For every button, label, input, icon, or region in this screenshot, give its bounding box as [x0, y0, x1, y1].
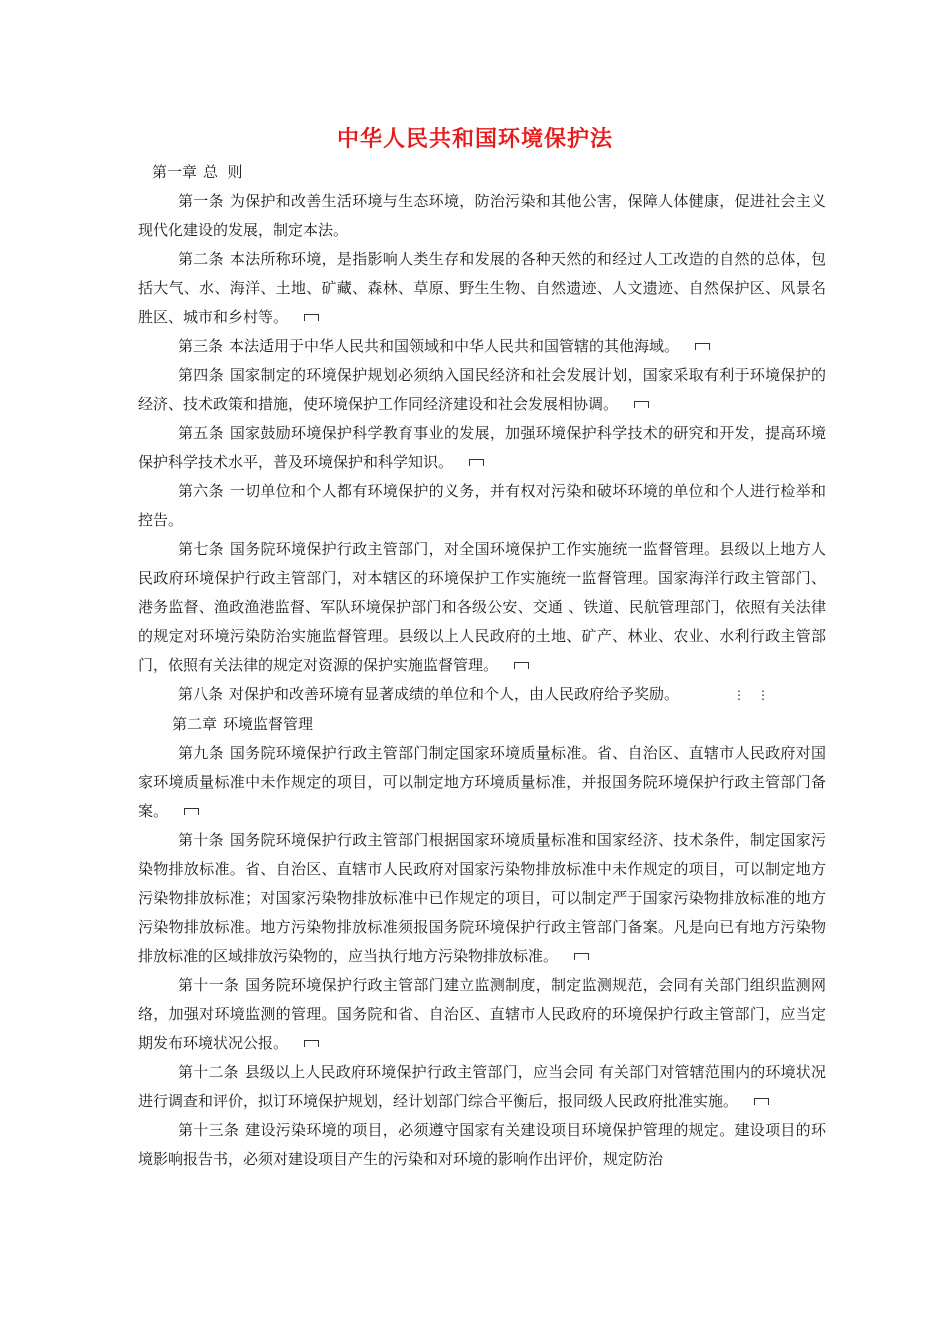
article-number: 第十三条	[178, 1121, 240, 1139]
article-8	[138, 680, 826, 710]
paragraph-mark-icon	[754, 1098, 769, 1105]
article-4	[138, 361, 826, 419]
article-text: 为保护和改善生活环境与生态环境，防治污染和其他公害，保障人体健康，促进社会主义现代化建设的发展，制定本法。	[138, 192, 826, 239]
chapter-heading-2	[138, 710, 826, 739]
article-6	[138, 477, 826, 535]
article-number: 第一条	[178, 192, 224, 210]
article-text: 国务院环境保护行政主管部门根据国家环境质量标准和国家经济、技术条件，制定国家污染物排放标准。省、自治区、直辖市人民政府对国家污染物排放标准中未作规定的项目，可以制定地方污染物排放标准；对国家污染物排放标准中已作规定的项目，可以制定严于国家污染物排放标准的地方污染物排放标准。地方污染物排放标准须报国务院环境保护行政主管部门备案。凡是向已有地方污染物排放标准的区域排放污染物的，应当执行地方污染物排放标准。	[138, 831, 826, 965]
article-12	[138, 1058, 826, 1116]
article-text: 一切单位和个人都有环境保护的义务，并有权对污染和破坏环境的单位和个人进行检举和控告。	[138, 482, 826, 529]
article-text: 建设污染环境的项目，必须遵守国家有关建设项目环境保护管理的规定。建设项目的环境影响报告书，必须对建设项目产生的污染和对环境的影响作出评价，规定防治	[138, 1121, 826, 1168]
article-number: 第十二条	[178, 1063, 239, 1081]
article-number: 第三条	[178, 337, 224, 355]
chapter-number: 第一章	[152, 163, 198, 181]
chapter-number: 第二章	[172, 715, 218, 733]
paragraph-mark-icon	[184, 808, 199, 815]
article-number: 第四条	[178, 366, 224, 384]
article-7	[138, 535, 826, 680]
paragraph-mark-icon	[514, 662, 529, 669]
chapter-heading-1	[138, 158, 826, 187]
article-13	[138, 1116, 826, 1174]
paragraph-mark-icon	[634, 401, 649, 408]
article-9	[138, 739, 826, 826]
article-text: 对保护和改善环境有显著成绩的单位和个人，由人民政府给予奖励。	[229, 685, 680, 703]
document-title: 中华人民共和国环境保护法	[336, 126, 613, 152]
article-3	[138, 332, 826, 361]
article-text: 国家制定的环境保护规划必须纳入国民经济和社会发展计划，国家采取有利于环境保护的经济、技术政策和措施，使环境保护工作同经济建设和社会发展相协调。	[138, 366, 826, 413]
article-5	[138, 419, 826, 477]
article-number: 第五条	[178, 424, 224, 442]
article-text: 国务院环境保护行政主管部门建立监测制度，制定监测规范，会同有关部门组织监测网络，加强对环境监测的管理。国务院和省、自治区、直辖市人民政府的环境保护行政主管部门，应当定期发布环境状况公报。	[138, 976, 826, 1052]
article-text: 本法所称环境，是指影响人类生存和发展的各种天然的和经过人工改造的自然的总体，包括大气、水、海洋、土地、矿藏、森林、草原、野生生物、自然遗迹、人文遗迹、自然保护区、风景名胜区、城市和乡村等。	[138, 250, 826, 326]
article-number: 第十一条	[178, 976, 240, 994]
article-10	[138, 826, 826, 971]
article-text: 国务院环境保护行政主管部门，对全国环境保护工作实施统一监督管理。县级以上地方人民政府环境保护行政主管部门，对本辖区的环境保护工作实施统一监督管理。国家海洋行政主管部门、港务监督、渔政渔港监督、军队环境保护部门和各级公安、交通 、铁道、民航管理部门，依照有关法律的规定对环境污染防治实施监督管理。县级以上人民政府的土地、矿产、林业、农业、水利行政主管部门，依照有关法律的规定对资源的保护实施监督管理。	[138, 540, 826, 674]
paragraph-mark-icon	[304, 1040, 319, 1047]
paragraph-mark-icon	[469, 459, 484, 466]
paragraph-mark-icon	[695, 343, 710, 350]
chapter-name: 总 则	[203, 163, 243, 181]
article-number: 第二条	[178, 250, 224, 268]
dots-mark: ⋮⋮	[733, 688, 782, 702]
article-text: 国务院环境保护行政主管部门制定国家环境质量标准。省、自治区、直辖市人民政府对国家环境质量标准中未作规定的项目，可以制定地方环境质量标准，并报国务院环境保护行政主管部门备案。	[138, 744, 826, 820]
article-number: 第六条	[178, 482, 224, 500]
article-number: 第九条	[178, 744, 224, 762]
article-1	[138, 187, 826, 245]
article-text: 县级以上人民政府环境保护行政主管部门，应当会同 有关部门对管辖范围内的环境状况进行调查和评价，拟订环境保护规划，经计划部门综合平衡后，报同级人民政府批准实施。	[138, 1063, 826, 1110]
article-number: 第十条	[178, 831, 224, 849]
document-body	[138, 158, 826, 1174]
article-11	[138, 971, 826, 1058]
chapter-name: 环境监督管理	[223, 715, 314, 733]
article-2	[138, 245, 826, 332]
article-text: 本法适用于中华人民共和国领域和中华人民共和国管辖的其他海域。	[229, 337, 680, 355]
article-number: 第七条	[178, 540, 224, 558]
article-text: 国家鼓励环境保护科学教育事业的发展，加强环境保护科学技术的研究和开发，提高环境保护科学技术水平，普及环境保护和科学知识。	[138, 424, 826, 471]
article-number: 第八条	[178, 685, 224, 703]
paragraph-mark-icon	[574, 953, 589, 960]
paragraph-mark-icon	[304, 314, 319, 321]
